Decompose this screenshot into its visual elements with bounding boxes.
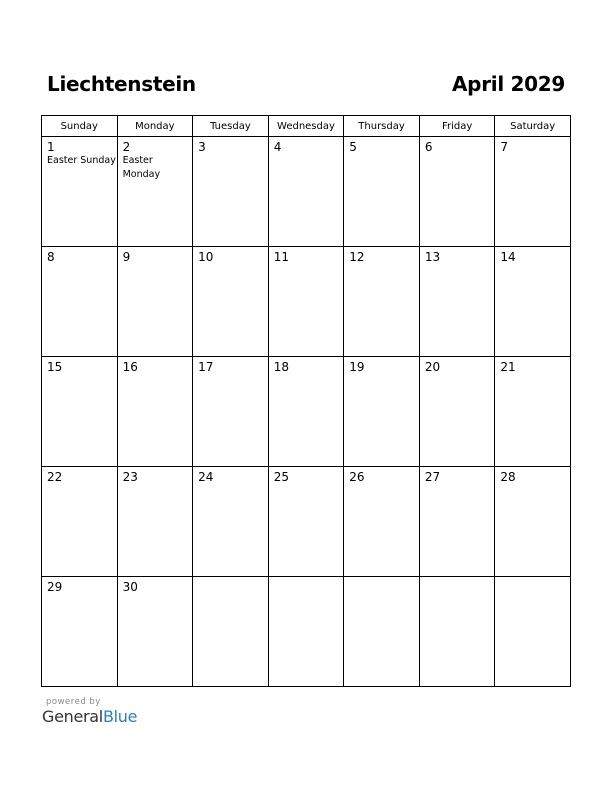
day-number: 25 — [273, 470, 289, 484]
day-number: 27 — [424, 470, 441, 484]
weekday-saturday: Saturday — [495, 116, 571, 137]
weekday-friday: Friday — [419, 116, 495, 137]
day-cell-empty — [495, 577, 571, 687]
day-cell — [42, 247, 118, 357]
week-row — [42, 467, 571, 577]
day-number: 16 — [122, 360, 138, 374]
week-row — [42, 137, 571, 247]
day-number: 19 — [349, 360, 365, 374]
day-number: 14 — [500, 250, 516, 264]
day-cell — [495, 247, 571, 357]
day-number: 24 — [198, 470, 214, 484]
day-number: 9 — [122, 250, 131, 264]
day-cell-empty — [344, 577, 420, 687]
weekday-sunday: Sunday — [42, 116, 118, 137]
day-cell-empty — [193, 577, 269, 687]
day-number: 22 — [47, 470, 63, 484]
day-number: 6 — [424, 140, 433, 154]
day-cell — [42, 357, 118, 467]
day-cell — [193, 247, 269, 357]
day-cell — [344, 137, 420, 247]
day-cell — [495, 137, 571, 247]
day-cell — [495, 357, 571, 467]
day-cell — [419, 137, 495, 247]
weekday-wednesday: Wednesday — [268, 116, 344, 137]
weekday-monday: Monday — [117, 116, 193, 137]
day-number: 20 — [424, 360, 441, 374]
day-number: 15 — [47, 360, 63, 374]
day-number: 18 — [273, 360, 289, 374]
day-cell — [193, 467, 269, 577]
day-cell — [117, 467, 193, 577]
day-cell — [42, 137, 118, 247]
week-row — [42, 577, 571, 687]
day-number: 8 — [47, 250, 55, 264]
holiday-label: Easter Sunday — [47, 155, 116, 166]
day-cell — [344, 357, 420, 467]
day-cell — [42, 467, 118, 577]
day-cell — [117, 137, 193, 247]
day-cell — [268, 247, 344, 357]
day-cell — [344, 467, 420, 577]
week-row — [42, 357, 571, 467]
month-title: April 2029 — [452, 72, 565, 96]
day-cell-empty — [419, 577, 495, 687]
day-cell — [268, 137, 344, 247]
holiday-label: Easter Monday — [122, 155, 161, 180]
day-number: 26 — [349, 470, 365, 484]
brand-wordmark — [42, 707, 137, 727]
brand-blue: Blue — [102, 707, 138, 726]
day-cell — [419, 467, 495, 577]
day-number: 7 — [500, 140, 509, 154]
calendar-header — [42, 70, 570, 100]
weekday-tuesday: Tuesday — [193, 116, 269, 137]
day-cell — [268, 357, 344, 467]
generalblue-logo[interactable] — [42, 696, 162, 730]
day-cell — [495, 467, 571, 577]
day-number: 1 — [47, 140, 55, 154]
day-cell — [419, 247, 495, 357]
day-number: 23 — [122, 470, 138, 484]
day-cell — [117, 577, 193, 687]
day-number: 4 — [273, 140, 282, 154]
day-number: 11 — [273, 250, 289, 264]
day-number: 5 — [349, 140, 357, 154]
day-number: 29 — [47, 580, 63, 594]
day-number: 28 — [500, 470, 516, 484]
day-number: 12 — [349, 250, 365, 264]
day-cell — [268, 467, 344, 577]
weekday-header-row — [42, 116, 571, 137]
day-cell — [344, 247, 420, 357]
day-number: 2 — [122, 140, 131, 154]
day-number: 21 — [500, 360, 516, 374]
day-cell — [117, 357, 193, 467]
weekday-thursday: Thursday — [344, 116, 420, 137]
powered-by-text: powered by — [46, 697, 101, 707]
day-number: 3 — [198, 140, 206, 154]
day-cell — [193, 357, 269, 467]
day-number: 13 — [424, 250, 441, 264]
country-title: Liechtenstein — [47, 72, 196, 96]
week-row — [42, 247, 571, 357]
day-cell — [193, 137, 269, 247]
calendar-grid — [41, 115, 571, 687]
day-cell — [419, 357, 495, 467]
day-number: 10 — [198, 250, 214, 264]
day-number: 30 — [122, 580, 138, 594]
day-cell — [42, 577, 118, 687]
day-number: 17 — [198, 360, 214, 374]
brand-general: General — [42, 707, 103, 726]
day-cell — [117, 247, 193, 357]
day-cell-empty — [268, 577, 344, 687]
